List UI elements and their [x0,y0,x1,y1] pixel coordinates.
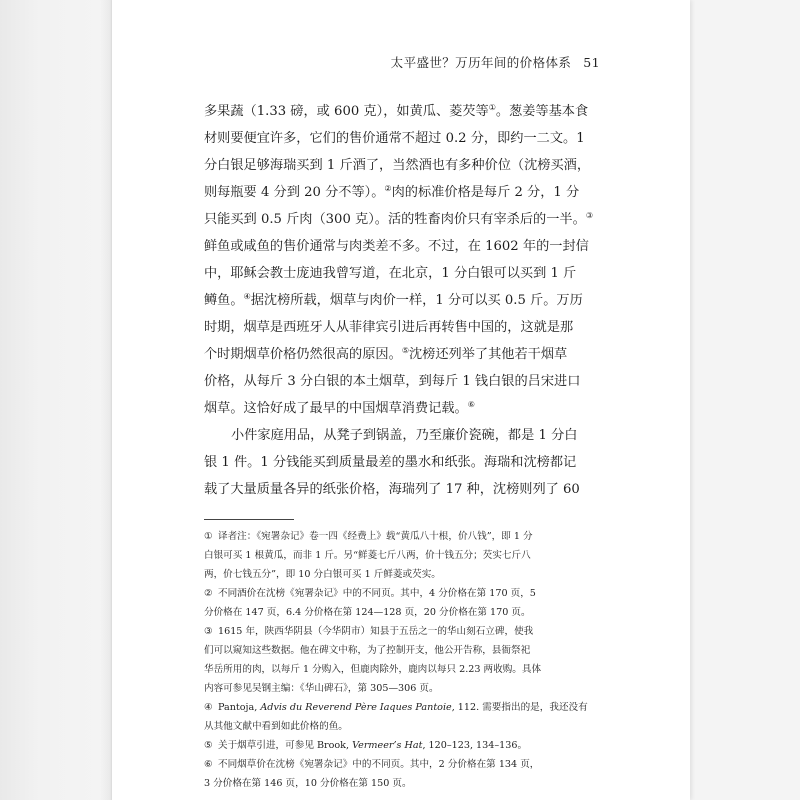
main-text [204,98,704,503]
page-number: 51 [583,55,600,70]
text-line: 鳟鱼。④据沈榜所载，烟草与肉价一样，1 分可以买 0.5 斤。万历 [204,292,583,308]
text-line: 银 1 件。1 分钱能买到质量最差的墨水和纸张。海瑞和沈榜都记 [204,455,577,470]
text-line: 载了大量质量各异的纸张价格，海瑞列了 17 种，沈榜则列了 60 [204,482,580,497]
footnote-6-cont: 3 分价格在第 146 页，10 分价格在第 150 页。 [204,778,412,789]
footnotes [204,527,704,793]
text-line: 中，耶稣会教士庞迪我曾写道，在北京，1 分白银可以买到 1 斤 [204,266,577,281]
footnote-3-cont: 们可以窥知这些数据。他在碑文中称，为了控制开支，他公开告称，县衙祭祀 [204,645,531,656]
text-line: 则每瓶要 4 分到 20 分不等）。②肉的标准价格是每斤 2 分，1 分 [204,184,580,200]
footnote-3: ③ 1615 年，陕西华阴县（今华阴市）知县于五岳之一的华山刻石立碑，使我 [204,626,534,637]
text-line: 个时期烟草价格仍然很高的原因。⑤沈榜还列举了其他若干烟草 [204,346,568,362]
footnote-3-cont: 内容可参见吴钢主编：《华山碑石》，第 305—306 页。 [204,683,439,694]
book-page [112,0,690,800]
text-line: 只能买到 0.5 斤肉（300 克）。活的牲畜肉价只有宰杀后的一半。③ [204,211,593,227]
footnote-ref-2: ② [384,184,392,193]
footnote-4: ④ Pantoja, Advis du Reverend Père Iaques Pantoie, 112. 需要指出的是，我还没有 [204,702,588,713]
footnote-ref-6: ⑥ [467,400,475,409]
footnote-3-cont: 华岳所用的肉，以每斤 1 分购入，但鹿肉除外，鹿肉以每只 2.23 两收购。具体 [204,664,542,675]
text-line: 烟草。这恰好成了最早的中国烟草消费记载。⑥ [204,400,475,416]
text-line: 小件家庭用品，从凳子到锅盖，乃至廉价瓷碗，都是 1 分白 [231,428,578,443]
footnote-1-cont: 白银可买 1 根黄瓜，而非 1 斤。另“鲜菱七斤八两，价十钱五分；芡实七斤八 [204,550,531,561]
chapter-title: 太平盛世？万历年间的价格体系 [390,55,572,70]
footnote-2-cont: 分价格在 147 页，6.4 分价格在第 124—128 页，20 分价格在第 170 页。 [204,607,531,618]
text-line: 价格，从每斤 3 分白银的本土烟草，到每斤 1 钱白银的吕宋进口 [204,374,581,389]
footnote-1-cont: 两，价七钱五分”，即 10 分白银可买 1 斤鲜菱或芡实。 [204,569,441,580]
footnote-2: ② 不同酒价在沈榜《宛署杂记》中的不同页。其中，4 分价格在第 170 页，5 [204,588,536,599]
footnote-1: ① 译者注：《宛署杂记》卷一四《经费上》载“黄瓜八十根，价八钱”，即 1 分 [204,531,533,542]
text-line: 多果蔬（1.33 磅，或 600 克），如黄瓜、菱芡等①。葱姜等基本食 [204,103,589,119]
footnote-4-cont: 从其他文献中看到如此价格的鱼。 [204,721,348,732]
footnote-ref-3: ③ [585,211,593,220]
text-line: 分白银足够海瑞买到 1 斤酒了，当然酒也有多种价位（沈榜买酒， [204,158,591,173]
footnote-ref-4: ④ [243,292,251,301]
footnote-ref-5: ⑤ [401,346,409,355]
footnote-ref-1: ① [488,103,496,112]
footnote-5: ⑤ 关于烟草引进，可参见 Brook, Vermeer’s Hat, 120–123, 134–136。 [204,740,528,751]
footnote-divider [204,519,294,520]
text-line: 时期，烟草是西班牙人从菲律宾引进后再转售中国的，这就是那 [204,320,574,335]
text-line: 鲜鱼或咸鱼的售价通常与肉类差不多。不过，在 1602 年的一封信 [204,239,589,254]
running-head [391,53,600,71]
text-line: 材则要便宜许多，它们的售价通常不超过 0.2 分，即约一二文。1 [204,131,585,146]
footnote-6: ⑥ 不同烟草价在沈榜《宛署杂记》中的不同页。其中，2 分价格在第 134 页， [204,759,540,770]
